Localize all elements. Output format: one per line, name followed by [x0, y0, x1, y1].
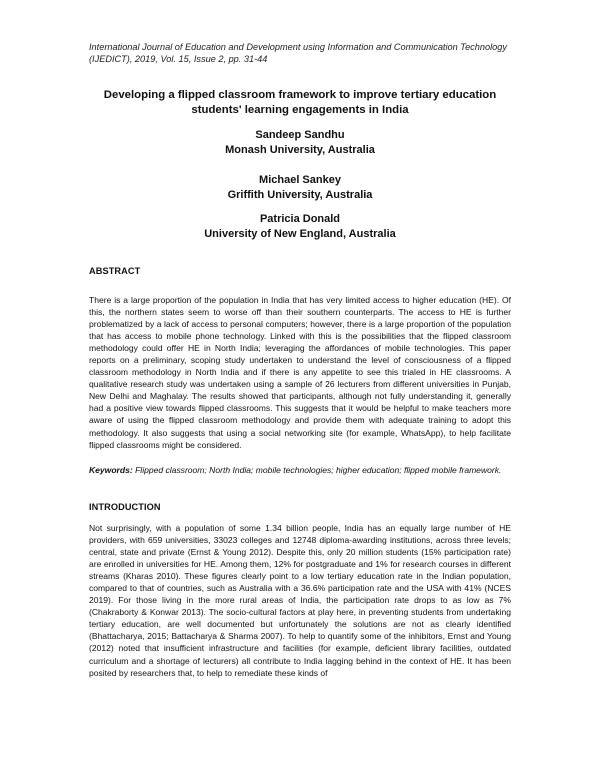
author-name: Sandeep Sandhu — [255, 129, 345, 141]
paper-title-line-1: Developing a flipped classroom framework to improve tertiary education — [103, 89, 497, 101]
journal-name: International Journal of Education and Development using Information and Communication Technology — [89, 42, 507, 52]
journal-issue: (IJEDICT), 2019, Vol. 15, Issue 2, pp. 31-44 — [89, 54, 268, 64]
paper-title-line-2: students' learning engagements in India — [191, 104, 409, 116]
keywords-text: Flipped classroom; North India; mobile technologies; higher education; flipped mobile framework. — [135, 465, 502, 475]
introduction-text: Not surprisingly, with a population of some 1.34 billion people, India has an equally large number of HE providers, with 659 universities, 33023 colleges and 12748 diploma-awarding institutions, across three levels; central, state and private (Ernst & Young 2012). Despite this, only 20 million students (15% participation rate) are enrolled in universities for HE. Among them, 12% for postgraduate and 1% for research courses in different streams (Kharas 2010). These figures clearly point to a low tertiary education rate in the Indian population, compared to that of countries, such as Australia with a 36.6% participation rate and the USA with 41% (NCES 2019). For those living in the more rural areas of India, the participation rate drops to as low as 7% (Chakraborty & Konwar 2013). The socio-cultural factors at play here, in preventing students from undertaking tertiary education, are well documented but unfortunately the solutions are not as clearly identified (Bhattacharya, 2015; Battacharya & Sharma 2007). To help to quantify some of the inhibitors, Ernst and Young (2012) noted that insufficient infrastructure and facilities (for example, deficient library facilities, outdated curriculum and a shortage of lecturers) all contribute to India lagging behind in the context of HE. It has been posited by researchers that, to help to remediate these kinds of — [89, 523, 511, 678]
author-block-2 — [100, 173, 500, 202]
author-affiliation: University of New England, Australia — [204, 227, 396, 240]
keywords — [89, 464, 511, 476]
author-block-3 — [100, 212, 500, 241]
abstract-text: There is a large proportion of the population in India that has very limited access to higher education (HE). Of this, the northern states seem to worse off than their southern counterparts. The access to HE is further problematized by a lack of access to personal computers; however, there is a large proportion of the population that has access to mobile phone technology. Linked with this is the possibilities that the flipped classroom methodology could offer HE in North India; leveraging the affordances of mobile technologies. This paper reports on a preliminary, scoping study undertaken to understand the level of consciousness of a flipped classroom methodology in North India and if there is any appetite to see this trialed in HE classrooms. A qualitative research study was undertaken using a sample of 26 lecturers from different universities in Punjab, New Delhi and Maghalay. The results showed that participants, although not fully understanding it, generally had a positive view towards flipped classrooms. This suggests that it would be helpful to make teachers more aware of using the flipped classroom methodology and provide them with adequate training to adopt this methodology. It also suggests that using a social networking site (for example, WhatsApp), to help facilitate flipped classrooms might be considered. — [89, 295, 511, 450]
author-name: Michael Sankey — [259, 174, 341, 186]
abstract-heading: ABSTRACT — [89, 266, 141, 276]
author-affiliation: Griffith University, Australia — [227, 188, 373, 201]
journal-citation — [89, 41, 529, 65]
keywords-label: Keywords: — [89, 465, 133, 475]
paper-title — [72, 88, 528, 118]
author-name: Patricia Donald — [259, 213, 341, 225]
author-affiliation: Monash University, Australia — [225, 143, 375, 156]
author-block-1 — [100, 128, 500, 157]
introduction-heading: INTRODUCTION — [89, 502, 161, 512]
